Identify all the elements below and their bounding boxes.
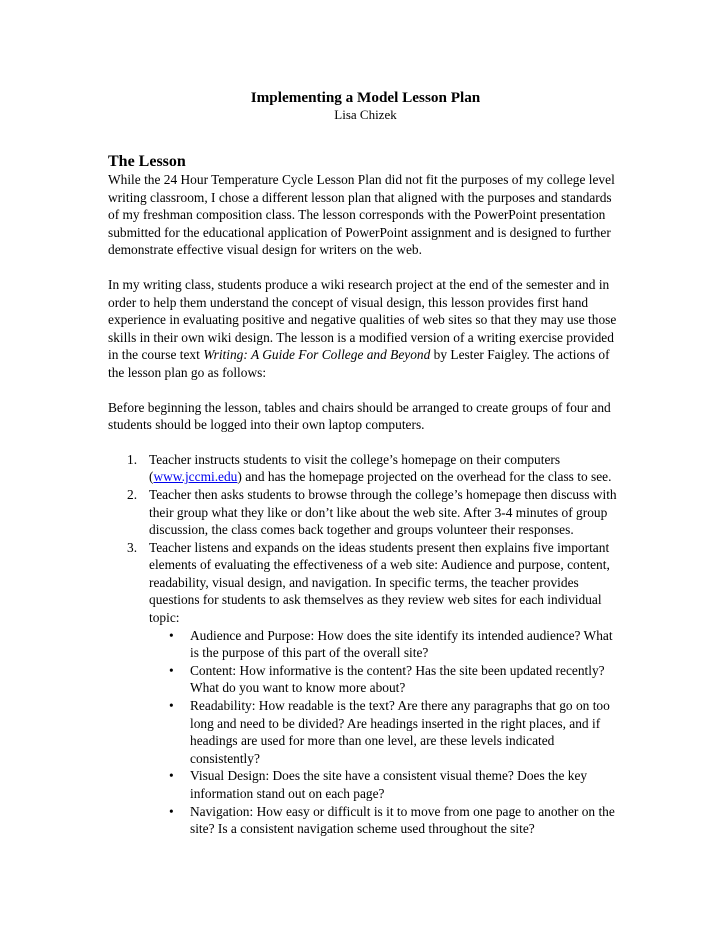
bullet-icon: • [169,768,174,784]
topic-item [169,803,623,838]
step-text: Teacher then asks students to browse through the college’s homepage then discuss with their group what they like or don’t like about the web site. After 3-4 minutes of group discussion, the class comes back together and groups volunteer their responses. [149,486,617,538]
lesson-step [127,486,623,539]
section-heading: The Lesson [108,153,186,170]
topic-item [169,627,623,662]
bullet-icon: • [169,627,174,643]
lesson-steps-list [108,451,623,838]
topic-text: Audience and Purpose: How does the site identify its intended audience? What is the purpose of this part of the overall site? [190,627,613,661]
setup-paragraph: Before beginning the lesson, tables and chairs should be arranged to create groups of four and students should be logged into their own laptop computers. [108,399,611,433]
step-number: 1. [127,451,138,467]
context-paragraph [108,276,623,382]
step-text: Teacher listens and expands on the ideas students present then explains five important elements of evaluating the effectiveness of a web site: Audience and purpose, content, readability, visual design, and navigation. In specific terms, the teacher provides questions for students to ask themselves as they review web sites for each individual topic: [149,539,610,626]
college-homepage-link[interactable]: www.jccmi.edu [153,469,238,485]
topic-text: Navigation: How easy or difficult is it to move from one page to another on the site? Is a consistent navigation scheme used throughout the site? [190,803,615,837]
step-text-start: Teacher instructs students to visit the college’s homepage on their computers ( [149,451,561,485]
topic-item [169,767,623,802]
topic-text: Content: How informative is the content? Has the site been updated recently? What do you want to know more about? [190,662,605,696]
topic-item [169,662,623,697]
topic-text: Readability: How readable is the text? Are there any paragraphs that go on too long and need to be divided? Are headings inserted in the right places, and if headings are used for more than one level, are these levels indicated consistently? [190,698,610,766]
lesson-step [127,539,623,838]
step-text-end: ) and has the homepage projected on the overhead for the class to see. [237,469,612,485]
context-text-end: by Lester Faigley. The actions of the lesson plan go as follows: [108,347,610,380]
document-page [108,88,623,838]
bullet-icon: • [169,698,174,714]
bullet-icon: • [169,662,174,678]
document-author: Lisa Chizek [334,107,397,122]
context-text-start: In my writing class, students produce a wiki research project at the end of the semester and in order to help them understand the concept of visual design, this lesson provides first hand experience in evaluating positive and negative qualities of web sites so that they may use those skills in their own wiki design. The lesson is a modified version of a writing exercise provided in the course text [108,276,617,363]
topic-text: Visual Design: Does the site have a consistent visual theme? Does the key information stand out on each page? [190,768,588,801]
bullet-icon: • [169,803,174,819]
step-number: 2. [127,486,138,502]
intro-paragraph: While the 24 Hour Temperature Cycle Lesson Plan did not fit the purposes of my college level writing classroom, I chose a different lesson plan that aligned with the purposes and standards of my freshman composition class. The lesson corresponds with the PowerPoint presentation submitted for the educational application of PowerPoint assignment and is designed to further demonstrate effective visual design for writers on the web. [108,172,615,258]
lesson-step [127,451,623,486]
topic-item [169,697,623,767]
document-title: Implementing a Model Lesson Plan [250,89,481,106]
book-title: Writing: A Guide For College and Beyond [203,347,431,363]
evaluation-topics-list [149,627,623,838]
step-number: 3. [127,539,138,555]
